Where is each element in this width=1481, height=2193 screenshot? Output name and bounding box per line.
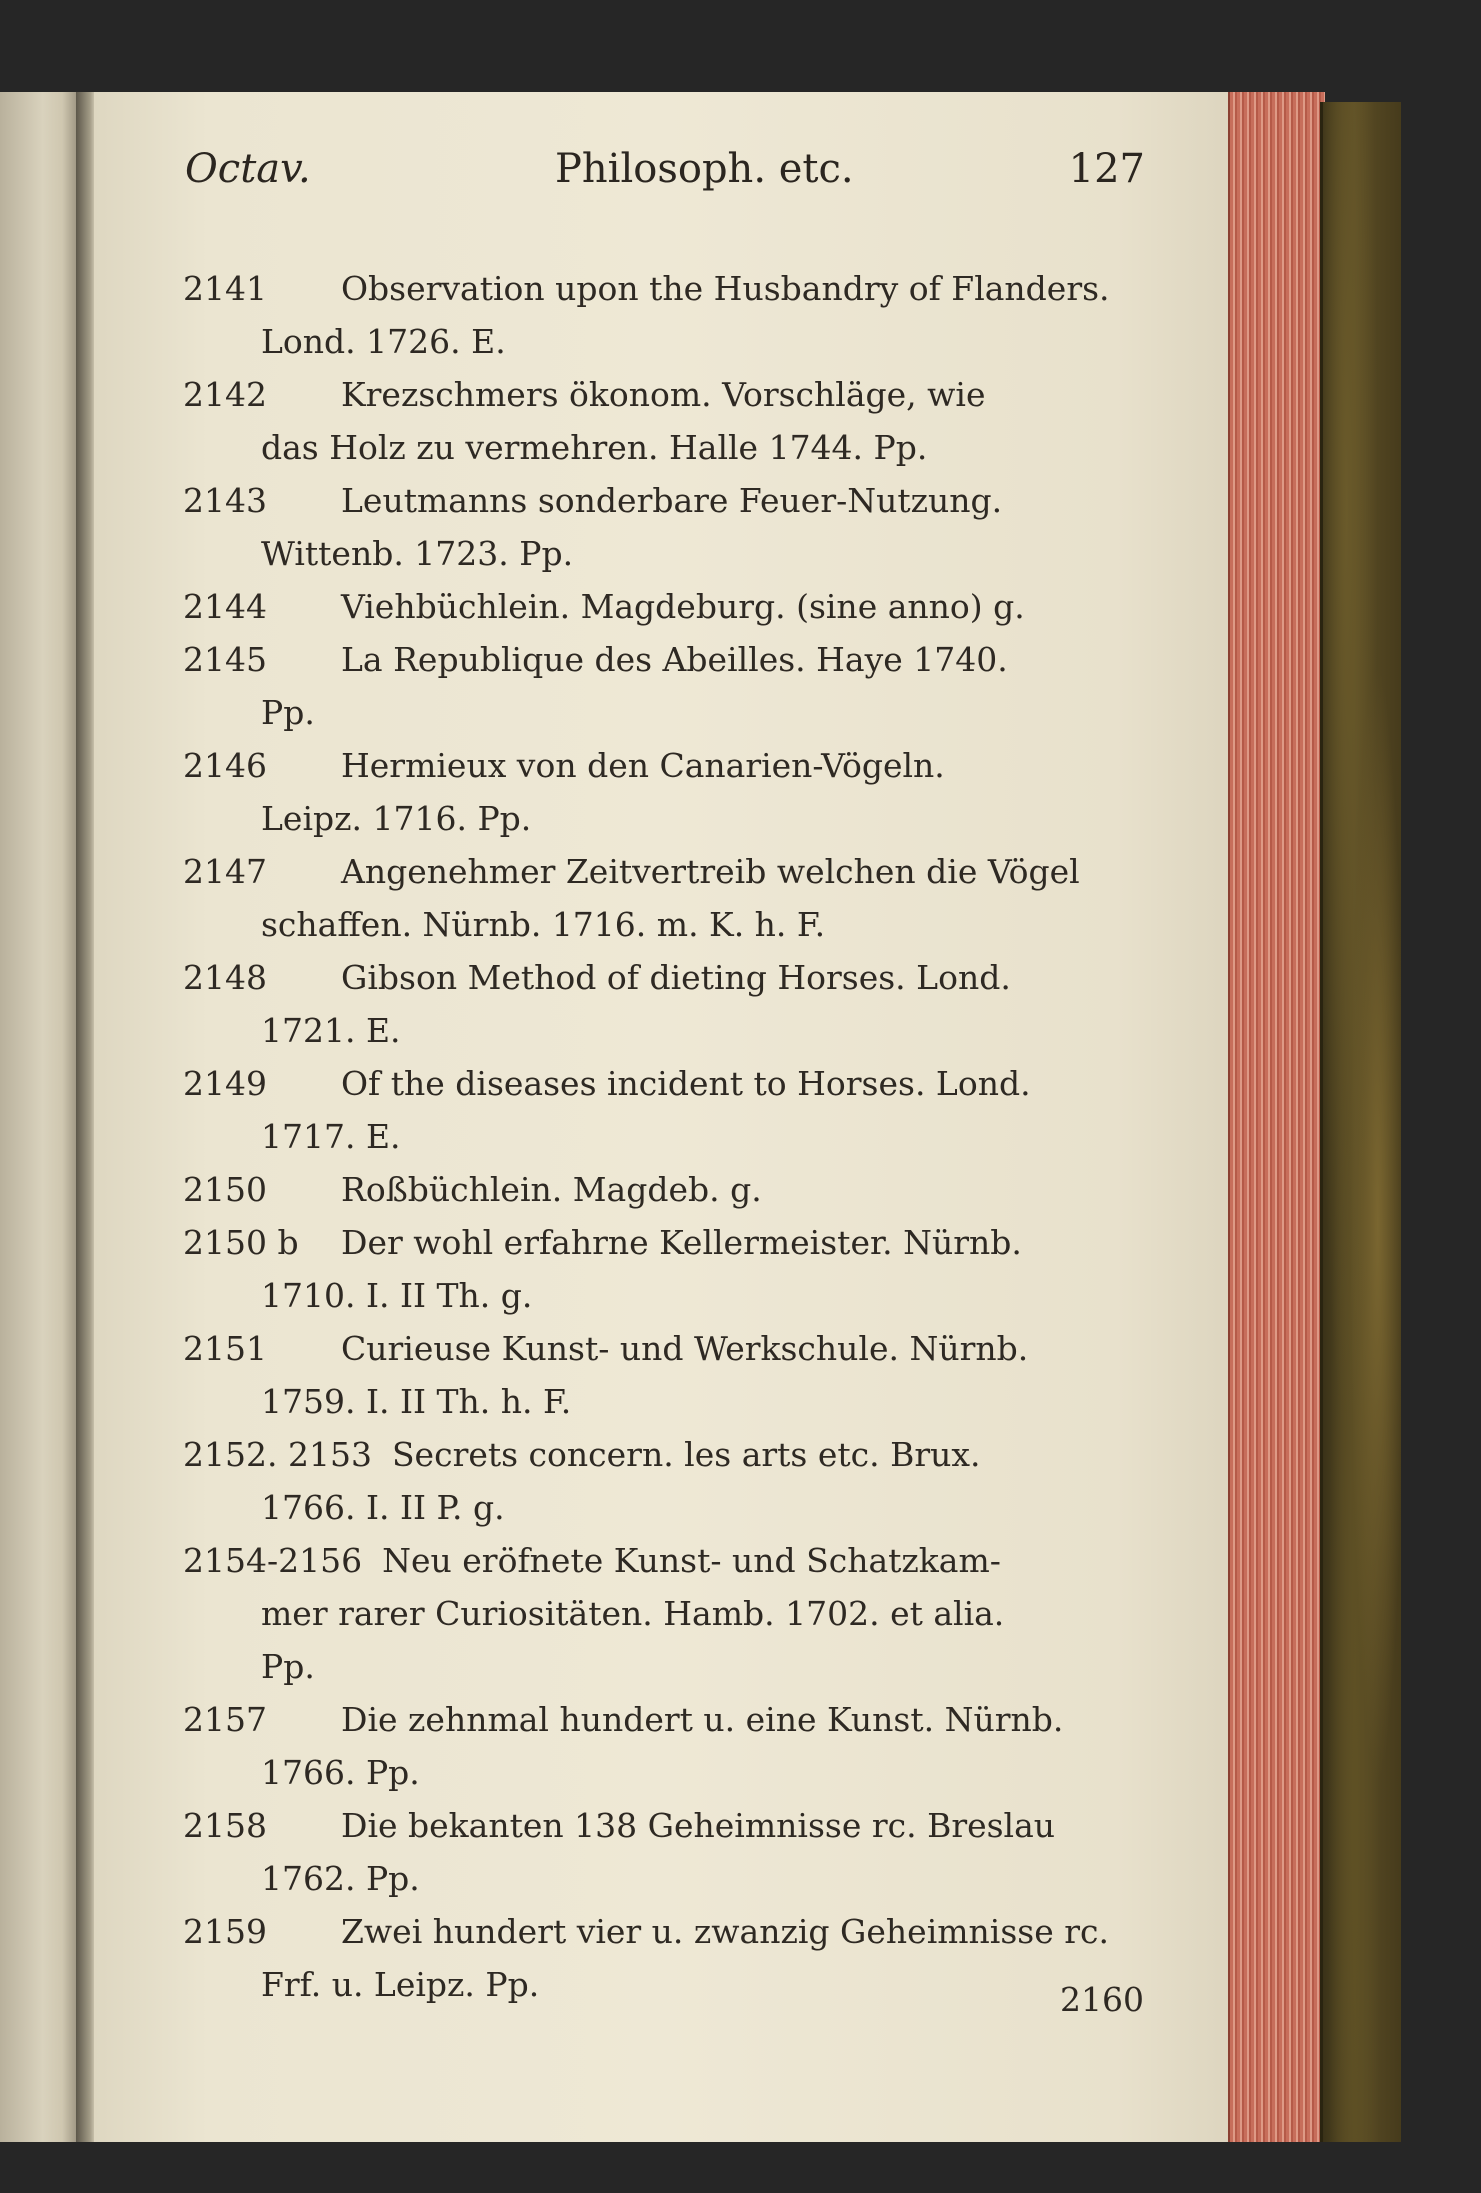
catalog-entry — [183, 1057, 1148, 1163]
entry-text: Viehbüchlein. Magdeburg. (sine anno) g. — [341, 587, 1025, 626]
entry-continuation: 1766. I. II P. g. — [261, 1488, 505, 1527]
catalog-entry — [183, 1693, 1148, 1799]
entry-continuation: schaffen. Nürnb. 1716. m. K. h. F. — [261, 905, 826, 944]
entry-number: 2151 — [183, 1329, 267, 1368]
entry-first-line — [183, 1322, 1148, 1375]
entry-continuation: 1762. Pp. — [261, 1859, 420, 1898]
catchword: 2160 — [1060, 1980, 1144, 2019]
entry-number: 2157 — [183, 1700, 267, 1739]
entry-text: Der wohl erfahrne Kellermeister. Nürnb. — [341, 1223, 1022, 1262]
entry-number: 2145 — [183, 640, 267, 679]
entry-continuation: Lond. 1726. E. — [261, 322, 506, 361]
entry-text: Of the diseases incident to Horses. Lond. — [341, 1064, 1031, 1103]
entry-text: Curieuse Kunst- und Werkschule. Nürnb. — [341, 1329, 1029, 1368]
entry-text: Leutmanns sonderbare Feuer-Nutzung. — [341, 481, 1003, 520]
catalog-entry — [183, 1322, 1148, 1428]
entry-text: Angenehmer Zeitvertreib welchen die Vögel — [341, 852, 1080, 891]
entry-first-line — [183, 1216, 1148, 1269]
entry-first-line — [183, 739, 1148, 792]
entry-number: 2148 — [183, 958, 267, 997]
entry-continuation: mer rarer Curiositäten. Hamb. 1702. et alia. — [261, 1594, 1005, 1633]
entry-first-line — [183, 1693, 1148, 1746]
catalog-entry — [183, 368, 1148, 474]
entry-continuation: 1721. E. — [261, 1011, 401, 1050]
entry-number: 2144 — [183, 587, 267, 626]
entry-text: Krezschmers ökonom. Vorschläge, wie — [341, 375, 986, 414]
catalog-entries — [183, 262, 1148, 2011]
catalog-entry — [183, 262, 1148, 368]
entry-first-line — [183, 580, 1148, 633]
catalog-entry — [183, 1163, 1148, 1216]
marbled-cover — [1320, 102, 1401, 2142]
page-edges — [1228, 92, 1325, 2142]
entry-number: 2143 — [183, 481, 267, 520]
entry-number: 2149 — [183, 1064, 267, 1103]
entry-text: Die bekanten 138 Geheimnisse rc. Breslau — [341, 1806, 1056, 1845]
entry-continuation: Leipz. 1716. Pp. — [261, 799, 532, 838]
entry-continuation: Pp. — [261, 693, 315, 732]
entry-first-line — [183, 1799, 1148, 1852]
running-header — [185, 146, 1145, 206]
entry-number: 2142 — [183, 375, 267, 414]
entry-continuation: das Holz zu vermehren. Halle 1744. Pp. — [261, 428, 928, 467]
page-number: 127 — [1068, 146, 1145, 192]
entry-text: Gibson Method of dieting Horses. Lond. — [341, 958, 1011, 997]
entry-first-line — [183, 474, 1148, 527]
entry-number: 2147 — [183, 852, 267, 891]
entry-number: 2150 b — [183, 1223, 299, 1262]
entry-text: Die zehnmal hundert u. eine Kunst. Nürnb. — [341, 1700, 1064, 1739]
facing-page — [0, 92, 80, 2142]
entry-continuation: Pp. — [261, 1647, 315, 1686]
catalog-entry — [183, 845, 1148, 951]
entry-number: 2154-2156 — [183, 1541, 363, 1580]
entry-number: 2141 — [183, 269, 267, 308]
entry-first-line — [183, 845, 1148, 898]
entry-first-line — [183, 368, 1148, 421]
entry-text: Observation upon the Husbandry of Flanders. — [341, 269, 1110, 308]
entry-text: Roßbüchlein. Magdeb. g. — [341, 1170, 762, 1209]
entry-number: 2150 — [183, 1170, 267, 1209]
catalog-entry — [183, 474, 1148, 580]
entry-continuation: 1766. Pp. — [261, 1753, 420, 1792]
catalog-entry — [183, 580, 1148, 633]
entry-text: Secrets concern. les arts etc. Brux. — [391, 1435, 981, 1474]
entry-number: 2152. 2153 — [183, 1435, 372, 1474]
entry-text: La Republique des Abeilles. Haye 1740. — [341, 640, 1008, 679]
entry-continuation: Wittenb. 1723. Pp. — [261, 534, 574, 573]
entry-first-line — [183, 951, 1148, 1004]
entry-text: Zwei hundert vier u. zwanzig Geheimnisse rc. — [341, 1912, 1109, 1951]
catalog-entry — [183, 1799, 1148, 1905]
section-title: Philosoph. etc. — [555, 146, 854, 192]
entry-first-line — [183, 1534, 1148, 1587]
entry-text: Neu eröfnete Kunst- und Schatzkam- — [382, 1541, 1001, 1580]
entry-first-line — [183, 262, 1148, 315]
entry-text: Hermieux von den Canarien-Vögeln. — [341, 746, 945, 785]
catalog-entry — [183, 739, 1148, 845]
entry-continuation: 1710. I. II Th. g. — [261, 1276, 533, 1315]
entry-continuation: 1759. I. II Th. h. F. — [261, 1382, 572, 1421]
entry-first-line — [183, 1905, 1148, 1958]
entry-number: 2158 — [183, 1806, 267, 1845]
entry-number: 2146 — [183, 746, 267, 785]
catalog-entry — [183, 951, 1148, 1057]
catalog-entry — [183, 633, 1148, 739]
catalog-entry — [183, 1216, 1148, 1322]
entry-continuation: 1717. E. — [261, 1117, 401, 1156]
entry-first-line — [183, 1163, 1148, 1216]
catalog-entry — [183, 1534, 1148, 1693]
book-gutter — [76, 92, 96, 2142]
entry-first-line — [183, 1057, 1148, 1110]
catalog-entry — [183, 1428, 1148, 1534]
entry-first-line — [183, 633, 1148, 686]
entry-continuation: Frf. u. Leipz. Pp. — [261, 1965, 540, 2004]
entry-number: 2159 — [183, 1912, 267, 1951]
catalog-entry — [183, 1905, 1148, 2011]
format-label: Octav. — [185, 146, 311, 192]
entry-first-line — [183, 1428, 1148, 1481]
